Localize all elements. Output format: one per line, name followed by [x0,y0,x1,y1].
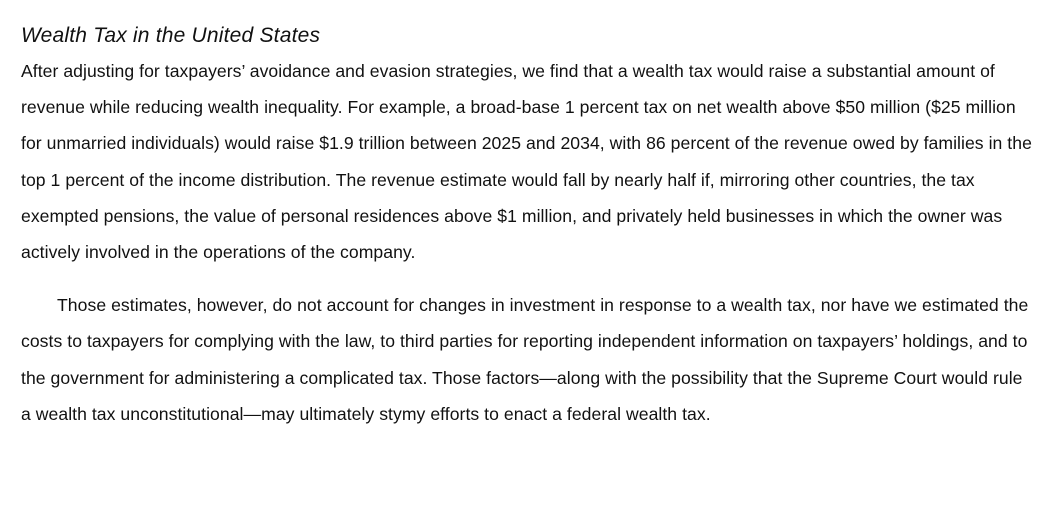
paragraph-1: After adjusting for taxpayers’ avoidance and evasion strategies, we find that a wealth tax would raise a substantial amount of revenue while reducing wealth inequality. For example, a broad-base 1 percent tax on net wealth above $50 million ($25 million for unmarried individuals) would raise $1.9 trillion between 2025 and 2034, with 86 percent of the revenue owed by families in the top 1 percent of the income distribution. The revenue estimate would fall by nearly half if, mirroring other countries, the tax exempted pensions, the value of personal residences above $1 million, and privately held businesses in which the owner was actively involved in the operations of the company. [21,61,1032,263]
paragraph-2: Those estimates, however, do not account for changes in investment in response to a wealth tax, nor have we estimated the costs to taxpayers for complying with the law, to third parties for reporting independent information on taxpayers’ holdings, and to the government for administering a complicated tax. Those factors—along with the possibility that the Supreme Court would rule a wealth tax unconstitutional—may ultimately stymy efforts to enact a federal wealth tax. [21,295,1029,424]
section-heading: Wealth Tax in the United States [21,24,321,47]
document-body [21,20,1033,432]
